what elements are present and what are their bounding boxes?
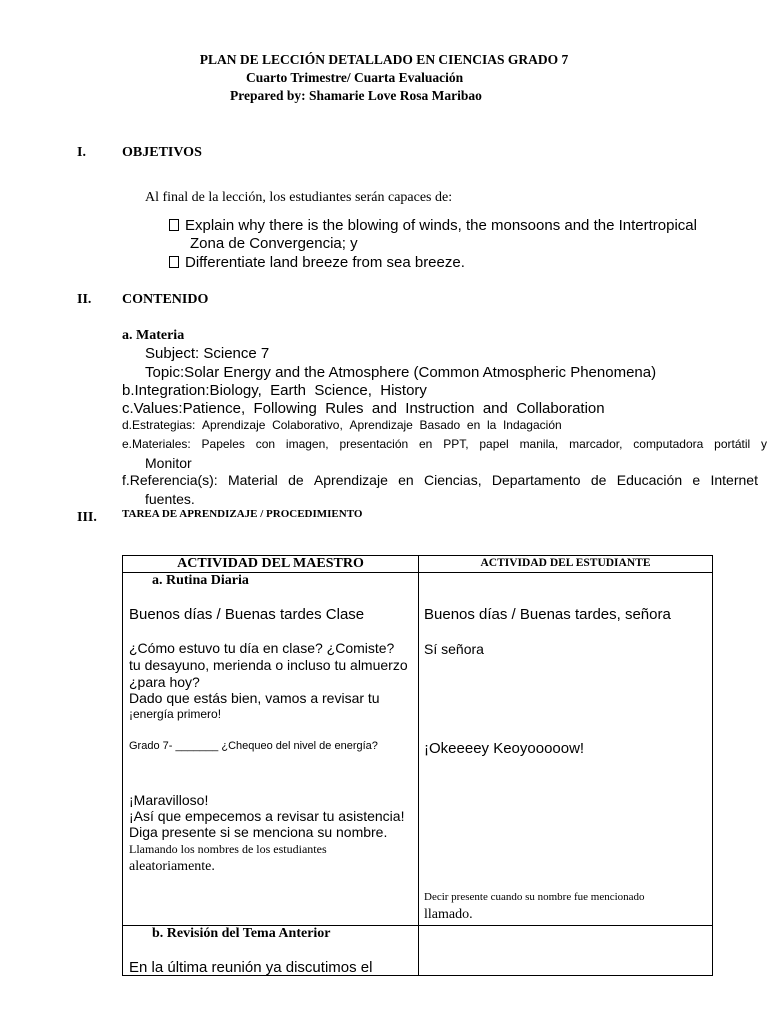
teacher-question-5: ¡energía primero! bbox=[129, 707, 222, 721]
teacher-greeting: Buenos días / Buenas tardes Clase bbox=[129, 606, 365, 623]
table-column-divider bbox=[418, 556, 419, 975]
teacher-attendance-1: ¡Así que empecemos a revisar tu asistencia! bbox=[129, 808, 405, 824]
objective-2 bbox=[169, 254, 465, 271]
section-1-number: I. bbox=[77, 145, 86, 160]
section-3-title: TAREA DE APRENDIZAJE / PROCEDIMIENTO bbox=[122, 508, 363, 520]
teacher-attendance-2: Diga presente si se menciona su nombre. bbox=[129, 824, 388, 840]
column-header-teacher: ACTIVIDAD DEL MAESTRO bbox=[177, 556, 364, 571]
section-3-number: III. bbox=[77, 510, 97, 525]
student-present-1: Decir presente cuando su nombre fue mencionado bbox=[424, 891, 645, 903]
section-2-title: CONTENIDO bbox=[122, 292, 209, 307]
teacher-review: En la última reunión ya discutimos el bbox=[129, 959, 373, 976]
teacher-calling-1: Llamando los nombres de los estudiantes bbox=[129, 842, 327, 856]
teacher-energy-check: Grado 7- _______ ¿Chequeo del nivel de energía? bbox=[129, 740, 378, 752]
strategies-line: d.Estrategias: Aprendizaje Colaborativo, Aprendizaje Basado en la Indagación bbox=[122, 418, 562, 432]
objective-2-text: Differentiate land breeze from sea breeze. bbox=[185, 254, 465, 271]
teacher-calling-2: aleatoriamente. bbox=[129, 859, 215, 874]
materials-cont: Monitor bbox=[145, 455, 192, 471]
values-line: c.Values:Patience, Following Rules and Instruction and Collaboration bbox=[122, 400, 605, 417]
objective-1 bbox=[169, 217, 697, 234]
materials-line: e.Materiales: Papeles con imagen, presentación en PPT, papel manila, marcador, computadora portátil y bbox=[122, 437, 767, 451]
rutina-diaria-heading: a. Rutina Diaria bbox=[152, 573, 249, 588]
references-cont: fuentes. bbox=[145, 491, 195, 507]
teacher-question-3: ¿para hoy? bbox=[129, 674, 200, 690]
teacher-question-1: ¿Cómo estuvo tu día en clase? ¿Comiste? bbox=[129, 640, 395, 656]
subject-line: Subject: Science 7 bbox=[145, 345, 270, 362]
column-header-student: ACTIVIDAD DEL ESTUDIANTE bbox=[480, 557, 651, 569]
section-1-title: OBJETIVOS bbox=[122, 145, 202, 160]
bullet-box-icon bbox=[169, 256, 179, 268]
objective-1-text: Explain why there is the blowing of winds, the monsoons and the Intertropical bbox=[185, 217, 697, 234]
topic-line: Topic:Solar Energy and the Atmosphere (Common Atmospheric Phenomena) bbox=[145, 364, 657, 381]
student-present-2: llamado. bbox=[424, 907, 473, 922]
teacher-question-2: tu desayuno, merienda o incluso tu almuerzo bbox=[129, 657, 408, 673]
integration-line: b.Integration:Biology, Earth Science, History bbox=[122, 382, 427, 399]
prepared-by: Prepared by: Shamarie Love Rosa Maribao bbox=[230, 88, 482, 103]
materia-label: a. Materia bbox=[122, 328, 185, 343]
student-greeting: Buenos días / Buenas tardes, señora bbox=[424, 606, 671, 623]
lesson-procedure-table bbox=[122, 555, 713, 976]
objectives-intro: Al final de la lección, los estudiantes serán capaces de: bbox=[145, 190, 453, 205]
teacher-question-4: Dado que estás bien, vamos a revisar tu bbox=[129, 690, 380, 706]
document-subtitle: Cuarto Trimestre/ Cuarta Evaluación bbox=[246, 70, 464, 85]
revision-heading: b. Revisión del Tema Anterior bbox=[152, 926, 331, 941]
bullet-box-icon bbox=[169, 219, 179, 231]
teacher-wonderful: ¡Maravilloso! bbox=[129, 792, 209, 808]
objective-1-cont: Zona de Convergencia; y bbox=[190, 235, 358, 252]
student-energy-response: ¡Okeeeey Keoyooooow! bbox=[424, 740, 585, 757]
references-line: f.Referencia(s): Material de Aprendizaje en Ciencias, Departamento de Educación e Internet bbox=[122, 472, 758, 488]
section-2-number: II. bbox=[77, 292, 92, 307]
document-title: PLAN DE LECCIÓN DETALLADO EN CIENCIAS GRADO 7 bbox=[199, 52, 569, 67]
student-yes: Sí señora bbox=[424, 641, 484, 657]
